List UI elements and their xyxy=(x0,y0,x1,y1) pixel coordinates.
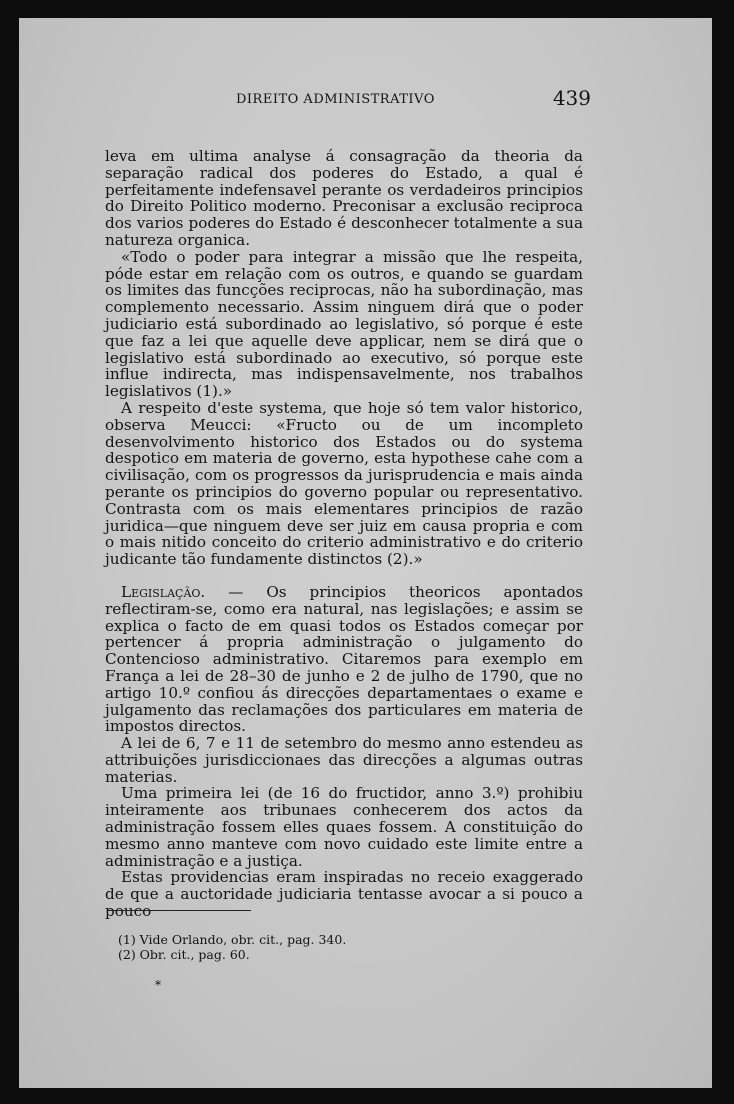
main-text xyxy=(105,148,583,920)
running-header xyxy=(236,86,591,110)
paragraph: leva em ultima analyse á consagração da theoria da separação radical dos poderes do Estado, a qual é perfeitamente indefensavel perante os verdadeiros principios do Direito Politico moderno. Preconisar a exclusão reciproca dos varios poderes do Estado é desconhecer totalmente a sua natureza organica. xyxy=(105,147,583,249)
section-dash: — xyxy=(205,582,267,601)
page-number: 439 xyxy=(552,86,591,110)
header-title: DIREITO ADMINISTRATIVO xyxy=(236,92,435,107)
footnotes xyxy=(118,932,498,962)
paragraph: A lei de 6, 7 e 11 de setembro do mesmo anno estendeu as attribuições jurisdiccionaes das direcções a algumas outras materias. xyxy=(105,734,583,786)
paragraph: «Todo o poder para integrar a missão que lhe respeita, póde estar em relação com os outros, e quando se guardam os limites das funcções reciprocas, não ha subordinação, mas complemento necessario. Assim ninguem dirá que o poder judiciario está subordinado ao legislativo, só porque é este que faz a lei que aquelle deve applicar, nem se dirá que o legislativo está subordinado ao executivo, só porque este influe indirecta, mas indispensavelmente, nos trabalhos legislativos (1).» xyxy=(105,247,583,401)
footnote: (2) Obr. cit., pag. 60. xyxy=(118,947,250,962)
section-paragraph xyxy=(105,584,583,735)
paragraph: Uma primeira lei (de 16 do fructidor, anno 3.º) prohibiu inteiramente aos tribunaes conhecerem dos actos da administração fossem elles quaes fossem. A constituição do mesmo anno manteve com novo cuidado este limite entre a administração e a justiça. xyxy=(105,784,583,870)
paragraph: Estas providencias eram inspiradas no receio exaggerado de que a auctoridade judiciaria tentasse avocar a si pouco a pouco xyxy=(105,868,583,921)
footnote-rule xyxy=(108,910,251,911)
paragraph: A respeito d'este systema, que hoje só tem valor historico, observa Meucci: «Fructo ou de um incompleto desenvolvimento historico dos Estados ou do systema despotico em materia de governo, esta hypothese cahe com a civilisação, com os progressos da jurisprudencia e mais ainda perante os principios do governo popular ou representativo. Contrasta com os mais elementares principios de razão juridica—que ninguem deve ser juiz em causa propria e com o mais nitido conceito do criterio administrativo e do criterio judicante tão fundamente distinctos (2).» xyxy=(105,398,583,569)
section-text: Os principios theoricos apontados reflectiram-se, como era natural, nas legislações; e assim se explica o facto de em quasi todos os Estados começar por pertencer á propria administração o julgamento do Contencioso administrativo. Citaremos para exemplo em França a lei de 28–30 de junho e 2 de julho de 1790, que no artigo 10.º confiou ás direcções departamentaes o exame e julgamento das reclamações dos particulares em materia de impostos directos. xyxy=(105,582,584,736)
section-heading: Legislação. xyxy=(121,582,206,601)
printer-mark: * xyxy=(155,978,161,992)
footnote: (1) Vide Orlando, obr. cit., pag. 340. xyxy=(118,932,347,947)
